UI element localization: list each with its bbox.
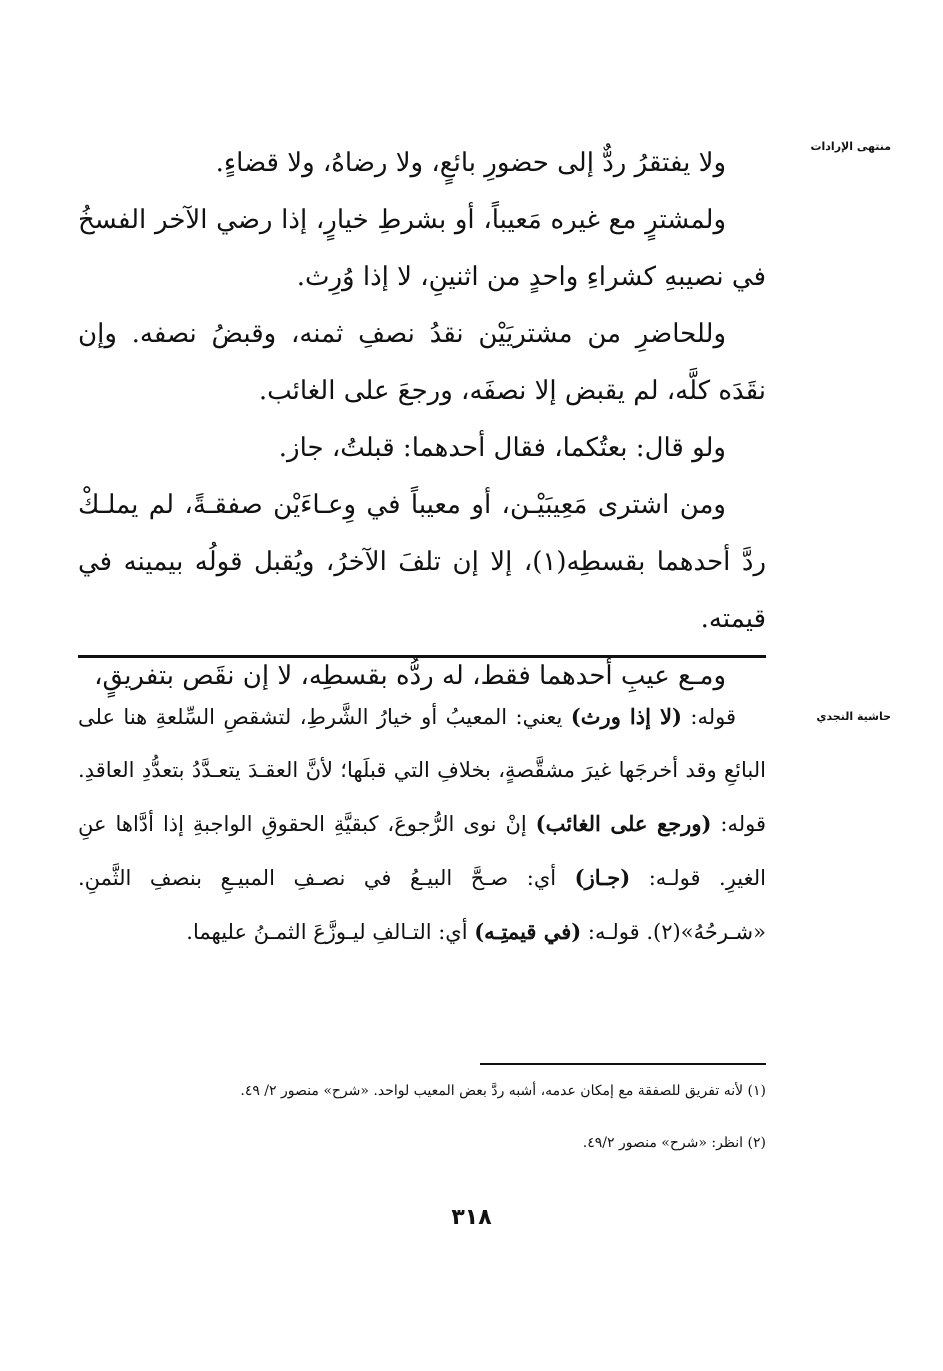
commentary-text [78, 690, 766, 959]
commentary-post: أي: صـحَّ البيـعُ في نصـفِ المبيـعِ بنصفِ الثَّمنِ. «شـرحُهُ»(٢). [78, 866, 766, 944]
main-paragraph: ولمشترٍ مع غيره مَعيباً، أو بشرطِ خيارٍ، إذا رضي الآخر الفسخُ في نصيبهِ كشراءِ واحدٍ من اثنينِ، لا إذا وُرِث. [78, 205, 766, 292]
commentary-pre: قوله: [681, 705, 736, 729]
footnote-1: (١) لأنه تفريق للصفقة مع إمكان عدمه، أشبه ردَّ بعض المعيب لواحد. «شرح» منصور ٢/ ٤٩. [240, 1083, 766, 1099]
book-title-label: منتهى الإرادات [810, 140, 891, 153]
page-number: ٣١٨ [451, 1205, 492, 1230]
main-paragraph: ولا يفتقرُ ردٌّ إلى حضورِ بائعٍ، ولا رضاهُ، ولا قضاءٍ. [215, 148, 726, 178]
main-paragraph: وللحاضرِ من مشتريَيْن نقدُ نصفِ ثمنه، وقبضُ نصفه. وإن نقَدَه كلَّه، لم يقبض إلا نصفَه، ورجعَ على الغائب. [78, 319, 766, 406]
main-paragraph: ومن اشترى مَعِيبَيْـن، أو معيباً في وِعـاءَيْن صفقـةً، لم يملـكْ ردَّ أحدهما بقسطِه(١)، إلا إن تلفَ الآخرُ، ويُقبل قولُه بيمينه في قيمته. [78, 490, 767, 634]
commentary-pre: قوله: [711, 812, 766, 836]
commentary-lemma: (ورجع على الغائب) [535, 811, 712, 836]
footnotes [78, 1080, 766, 1184]
main-paragraph: ولو قال: بعتُكما، فقال أحدهما: قبلتُ، جاز. [278, 433, 726, 463]
main-text [78, 135, 766, 705]
commentary-title-label: حاشية النجدي [816, 710, 891, 723]
commentary-pre: قولـه: [630, 866, 701, 890]
commentary-paragraph [78, 690, 766, 959]
commentary-pre: قولـه: [581, 920, 640, 944]
commentary-lemma: (لا إذا ورث) [570, 704, 682, 729]
commentary-post: يعني: المعيبُ أو خيارُ الشَّرطِ، لتشقصِ السِّلعةِ هنا على البائعِ وقد أخرجَها غيرَ مشقَّصةٍ، بخلافِ التي قبلَها؛ لأنَّ العقـدَ يتعـدَّدُ بتعدُّدِ العاقدِ. [78, 705, 766, 782]
footnote-separator-rule [480, 1063, 766, 1065]
commentary-lemma: (جـاز) [574, 865, 631, 890]
main-separator-rule [78, 655, 766, 658]
footnote-2: (٢) انظر: «شرح» منصور ٤٩/٢. [582, 1135, 766, 1151]
commentary-post: إنْ نوى الرُّجوعَ، كبقيَّةِ الحقوقِ الواجبةِ إذا أدَّاها عنِ الغيرِ. [78, 812, 766, 890]
commentary-lemma: (في قيمتِـه) [474, 919, 582, 944]
commentary-post: أي: التـالفِ ليـوزَّعَ الثمـنُ عليهما. [186, 920, 475, 944]
main-paragraph: ومـع عيبِ أحدهما فقط، له ردُّه بقسطِه، لا إن نقَص بتفريقٍ، [94, 661, 726, 691]
